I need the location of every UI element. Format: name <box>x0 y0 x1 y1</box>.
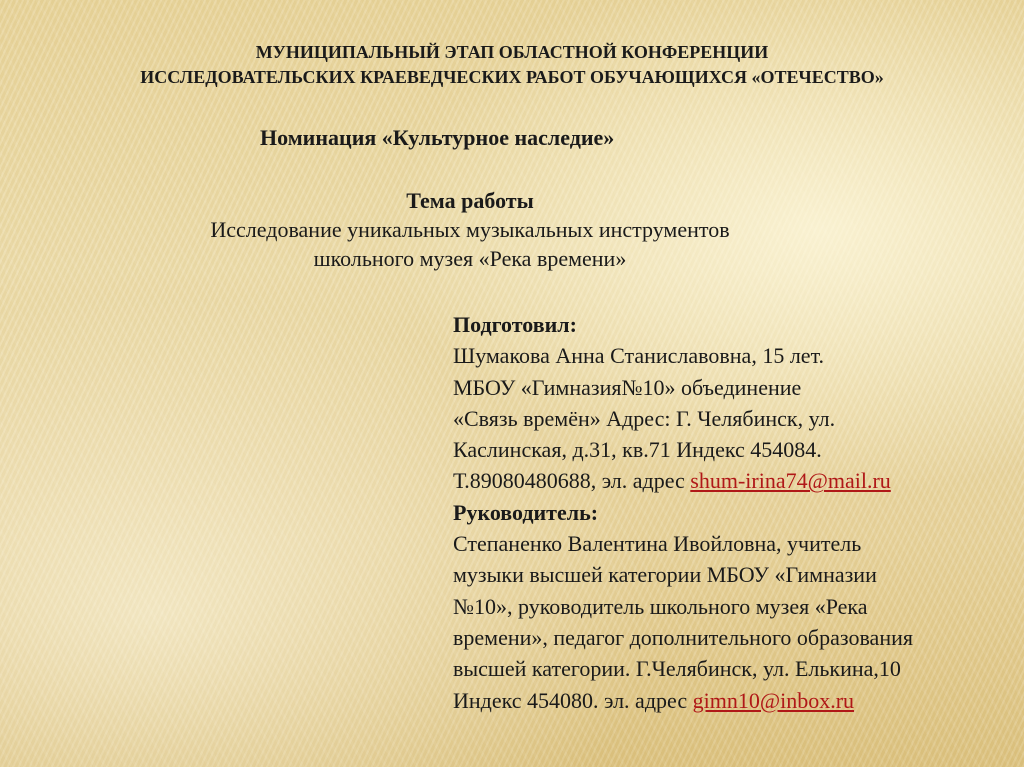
author-info <box>453 309 1013 716</box>
prepared-line: Каслинская, д.31, кв.71 Индекс 454084. <box>453 437 822 463</box>
nomination-title: Номинация «Культурное наследие» <box>260 125 615 150</box>
supervisor-contact <box>453 685 1013 716</box>
prepared-line: Шумакова Анна Станиславовна, 15 лет. <box>453 343 825 369</box>
prepared-contact <box>453 465 1013 496</box>
supervisor-line: времени», педагог дополнительного образования <box>453 624 913 650</box>
header-line-2: ИССЛЕДОВАТЕЛЬСКИХ КРАЕВЕДЧЕСКИХ РАБОТ ОБУЧАЮЩИХСЯ «ОТЕЧЕСТВО» <box>140 67 884 87</box>
supervisor-email-link[interactable]: gimn10@inbox.ru <box>692 687 855 713</box>
header-line-1: МУНИЦИПАЛЬНЫЙ ЭТАП ОБЛАСТНОЙ КОНФЕРЕНЦИИ <box>255 42 769 62</box>
supervisor-line: музыки высшей категории МБОУ «Гимназии <box>453 562 877 588</box>
supervisor-line: №10», руководитель школьного музея «Река <box>453 593 868 619</box>
prepared-email-link[interactable]: shum-irina74@mail.ru <box>690 468 891 494</box>
supervisor-contact-text: Индекс 454080. эл. адрес <box>453 687 693 713</box>
supervisor-line: Степаненко Валентина Ивойловна, учитель <box>453 531 862 557</box>
theme-label: Тема работы <box>406 188 534 213</box>
conference-header <box>0 40 1024 90</box>
prepared-contact-text: Т.89080480688, эл. адрес <box>453 468 691 494</box>
theme-line-2: школьного музея «Река времени» <box>313 246 627 271</box>
supervisor-line: высшей категории. Г.Челябинск, ул. Елькина,10 <box>453 656 901 682</box>
prepared-label: Подготовил: <box>453 312 577 337</box>
supervisor-label: Руководитель: <box>453 499 599 525</box>
work-theme <box>130 186 810 273</box>
prepared-line: «Связь времён» Адрес: Г. Челябинск, ул. <box>453 405 836 431</box>
theme-line-1: Исследование уникальных музыкальных инструментов <box>210 217 730 242</box>
prepared-line: МБОУ «Гимназия№10» объединение <box>453 374 802 400</box>
